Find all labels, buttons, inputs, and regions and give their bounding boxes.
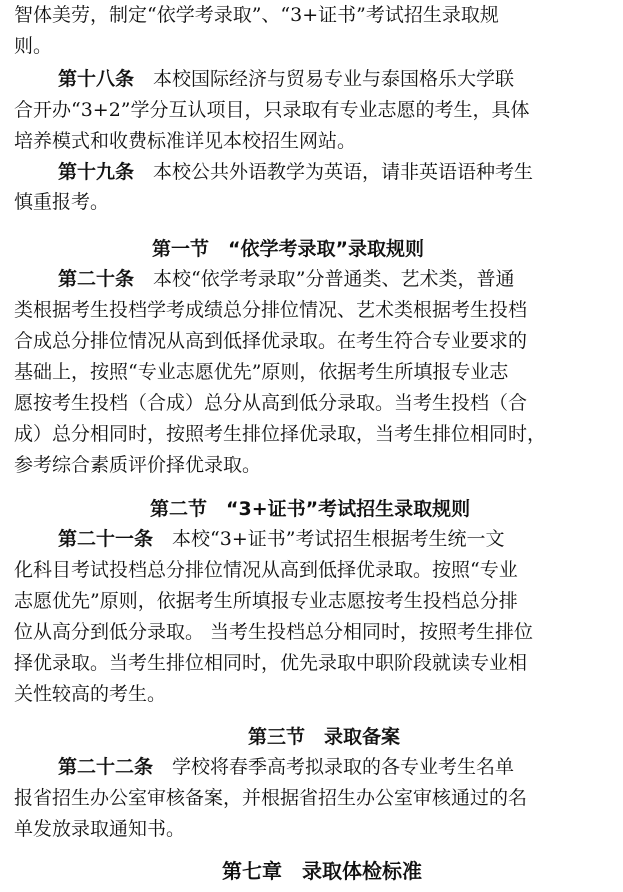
text-line: 合成总分排位情况从高到低择优录取。在考生符合专业要求的	[14, 330, 528, 352]
text-line: 培养模式和收费标准详见本校招生网站。	[14, 130, 357, 152]
article-number: 第十八条	[58, 68, 135, 90]
article-20: 第二十条 本校“依学考录取”分普通类、艺术类，普通	[58, 268, 515, 290]
text-line: 单发放录取通知书。	[14, 818, 186, 840]
text-line: 类根据考生投档学考成绩总分排位情况、艺术类根据考生投档	[14, 299, 528, 321]
section-heading: 第一节 “依学考录取”录取规则	[152, 238, 424, 260]
text-line: 志愿优先”原则，依据考生所填报专业志愿按考生投档总分排	[14, 590, 518, 612]
article-number: 第二十一条	[58, 528, 154, 550]
text-line: 参考综合素质评价择优录取。	[14, 454, 262, 476]
text-line: 成）总分相同时，按照考生排位择优录取，当考生排位相同时，	[14, 423, 547, 445]
article-number: 第二十二条	[58, 756, 154, 778]
article-18: 第十八条 本校国际经济与贸易专业与泰国格乐大学联	[58, 68, 515, 90]
text-line: 智体美劳，制定“依学考录取”、“3+证书”考试招生录取规	[14, 4, 499, 26]
text-line: 合开办“3+2”学分互认项目，只录取有专业志愿的考生，具体	[14, 99, 530, 121]
text-line: 化科目考试投档总分排位情况从高到低择优录取。按照“专业	[14, 559, 518, 581]
section-heading: 第二节 “3+证书”考试招生录取规则	[150, 498, 471, 520]
text-line: 报省招生办公室审核备案，并根据省招生办公室审核通过的名	[14, 787, 528, 809]
article-19: 第十九条 本校公共外语教学为英语，请非英语语种考生	[58, 161, 534, 183]
article-number: 第二十条	[58, 268, 135, 290]
text-line: 择优录取。当考生排位相同时，优先录取中职阶段就读专业相	[14, 652, 528, 674]
text-line: 则。	[14, 35, 53, 57]
text-line: 愿按考生投档（合成）总分从高到低分录取。当考生投档（合	[14, 392, 528, 414]
text-line: 关性较高的考生。	[14, 683, 167, 705]
text-line: 慎重报考。	[14, 191, 110, 213]
text-line: 位从高分到低分录取。 当考生投档总分相同时，按照考生排位	[14, 621, 534, 643]
article-number: 第十九条	[58, 161, 135, 183]
chapter-heading: 第七章 录取体检标准	[222, 859, 422, 883]
article-21: 第二十一条 本校“3+证书”考试招生根据考生统一文	[58, 528, 505, 550]
text-line: 基础上，按照“专业志愿优先”原则，依据考生所填报专业志	[14, 361, 509, 383]
section-heading: 第三节 录取备案	[248, 726, 401, 748]
article-22: 第二十二条 学校将春季高考拟录取的各专业考生名单	[58, 756, 515, 778]
